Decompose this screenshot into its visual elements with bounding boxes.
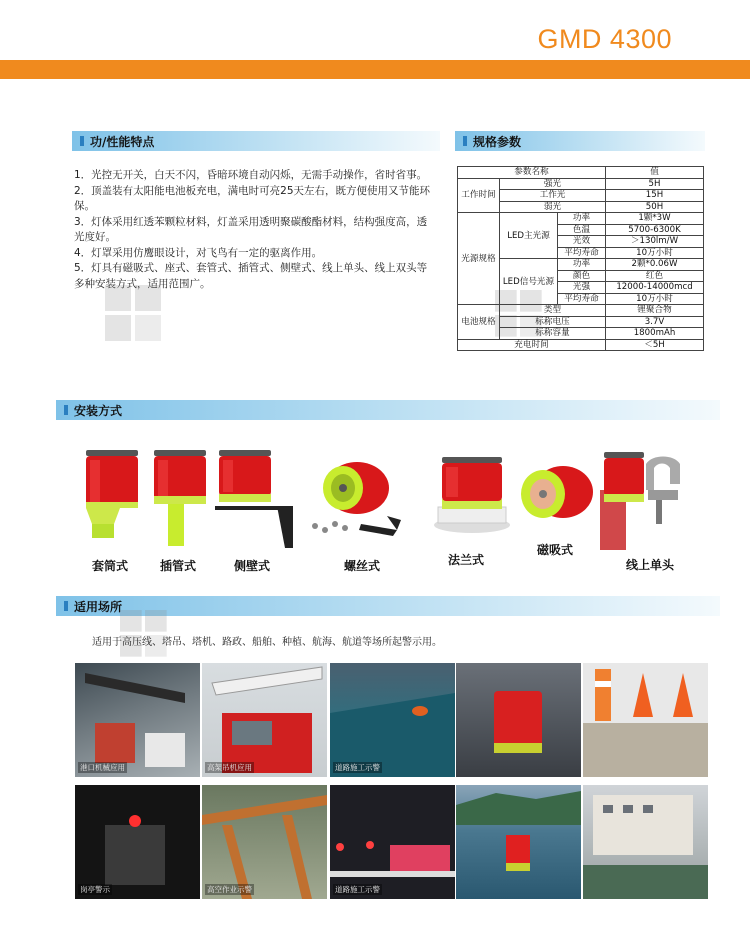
table-row (458, 213, 704, 225)
photo-lamp-closeup (456, 663, 581, 777)
specs-title: 规格参数 (473, 135, 522, 149)
spec-value: 12000-14000mcd (606, 282, 704, 294)
spec-label: 平均寿命 (558, 293, 606, 305)
usage-section-header (56, 596, 720, 616)
header-accent-bar (0, 60, 750, 79)
install-label-wire-single: 线上单头 (626, 558, 675, 572)
spec-value: 1800mAh (606, 328, 704, 340)
features-title: 功/性能特点 (90, 135, 155, 149)
install-label-magnetic: 磁吸式 (537, 543, 574, 557)
photo-caption: 岗亭警示 (80, 885, 110, 894)
photo-caption: 高空作业示警 (207, 885, 252, 894)
port-crane-graphic (75, 663, 200, 777)
photo-high-altitude (202, 785, 327, 899)
specs-section-header (455, 131, 705, 151)
spec-label: 功率 (558, 213, 606, 225)
spec-value: 10万小时 (606, 247, 704, 259)
building-site-graphic (583, 785, 708, 899)
high-altitude-graphic (202, 785, 327, 899)
photo-building-site (583, 785, 708, 899)
install-label-screw: 螺丝式 (344, 559, 381, 573)
photo-port-crane (75, 663, 200, 777)
spec-table (457, 166, 704, 351)
spec-group-label: 光源规格 (458, 213, 500, 305)
magnetic-mount-lamp-image (515, 460, 595, 530)
install-section-header (56, 400, 720, 420)
photo-caption: 港口机械应用 (80, 763, 125, 772)
spec-subgroup-label: LED信号光源 (500, 259, 558, 305)
install-label-flange: 法兰式 (448, 553, 485, 567)
spec-label: 类型 (500, 305, 606, 317)
watermark-logo (105, 285, 165, 345)
usage-description: 适用于高压线、塔吊、塔机、路政、船舶、种植、航海、航道等场所起警示用。 (92, 637, 442, 648)
photo-caption: 道路施工示警 (335, 763, 380, 772)
spec-group-label: 电池规格 (458, 305, 500, 340)
feature-item: 2．顶盖装有太阳能电池板充电，满电时可亮25天左右，既方便使用又节能环保。 (74, 184, 431, 212)
install-label-tube: 插管式 (160, 559, 197, 573)
photo-caption: 高架吊机应用 (207, 763, 252, 772)
table-row (458, 305, 704, 317)
booth-night-graphic (75, 785, 200, 899)
feature-item: 3．灯体采用红透苯颗粒材料，灯盖采用透明聚碳酸酯材料，结构强度高，透光度好。 (74, 215, 428, 243)
screw-mount-lamp-image (305, 458, 405, 548)
tube-insert-lamp-image (150, 448, 212, 548)
photo-road-work (330, 663, 455, 777)
flange-mount-lamp-image (432, 455, 512, 535)
spec-value: 10万小时 (606, 293, 704, 305)
spec-value: 锂聚合物 (606, 305, 704, 317)
usage-title: 适用场所 (74, 600, 123, 614)
spec-label: 平均寿命 (558, 247, 606, 259)
spec-label: 标称容量 (500, 328, 606, 340)
photo-caption: 道路施工示警 (335, 885, 380, 894)
spec-group-label: 工作时间 (458, 178, 500, 213)
features-section-header (72, 131, 440, 151)
spec-value: 15H (606, 190, 704, 202)
install-title: 安装方式 (74, 404, 123, 418)
install-label-sleeve: 套筒式 (92, 559, 129, 573)
spec-label: 功率 (558, 259, 606, 271)
road-work-graphic (330, 663, 455, 777)
spec-value: 1颗*3W (606, 213, 704, 225)
spec-header-value: 值 (606, 167, 704, 179)
spec-label: 光效 (558, 236, 606, 248)
spec-value: 5700-6300K (606, 224, 704, 236)
feature-item: 5．灯具有磁吸式、座式、套管式、插管式、侧壁式、线上单头、线上双头等多种安装方式，适用范围广。 (74, 262, 428, 290)
spec-label: 光强 (558, 282, 606, 294)
feature-item: 4．灯罩采用仿鹰眼设计，对飞鸟有一定的驱离作用。 (74, 246, 323, 259)
spec-label: 弱光 (500, 201, 606, 213)
side-wall-lamp-image (215, 448, 295, 548)
photo-booth-night (75, 785, 200, 899)
spec-value: 2颗*0.06W (606, 259, 704, 271)
spec-label: 标称电压 (500, 316, 606, 328)
water-buoy-graphic (456, 785, 581, 899)
spec-label: 工作光 (500, 190, 606, 202)
features-list (74, 168, 434, 292)
spec-value: 50H (606, 201, 704, 213)
table-row (458, 339, 704, 351)
feature-item: 1．光控无开关，白天不闪，昏暗环境自动闪烁，无需手动操作，省时省事。 (74, 169, 428, 181)
model-number: GMD 4300 (537, 24, 672, 54)
photo-road-barrier (330, 785, 455, 899)
road-barrier-graphic (330, 785, 455, 899)
spec-value: ＞130lm/W (606, 236, 704, 248)
spec-value: 5H (606, 178, 704, 190)
spec-value: 3.7V (606, 316, 704, 328)
spec-label: 色温 (558, 224, 606, 236)
aerial-crane-graphic (202, 663, 327, 777)
traffic-cones-graphic (583, 663, 708, 777)
spec-value: 红色 (606, 270, 704, 282)
table-row (458, 178, 704, 190)
spec-header-name: 参数名称 (458, 167, 606, 179)
table-row (458, 167, 704, 179)
spec-value: ＜5H (606, 339, 704, 351)
photo-aerial-crane (202, 663, 327, 777)
spec-label: 充电时间 (458, 339, 606, 351)
lamp-closeup-graphic (456, 663, 581, 777)
install-label-side-wall: 侧壁式 (234, 559, 271, 573)
photo-water-buoy (456, 785, 581, 899)
spec-subgroup-label: LED主光源 (500, 213, 558, 259)
wire-single-head-lamp-image (600, 450, 690, 550)
photo-traffic-cones (583, 663, 708, 777)
sleeve-mount-lamp-image (82, 448, 144, 548)
spec-label: 颜色 (558, 270, 606, 282)
spec-label: 强光 (500, 178, 606, 190)
